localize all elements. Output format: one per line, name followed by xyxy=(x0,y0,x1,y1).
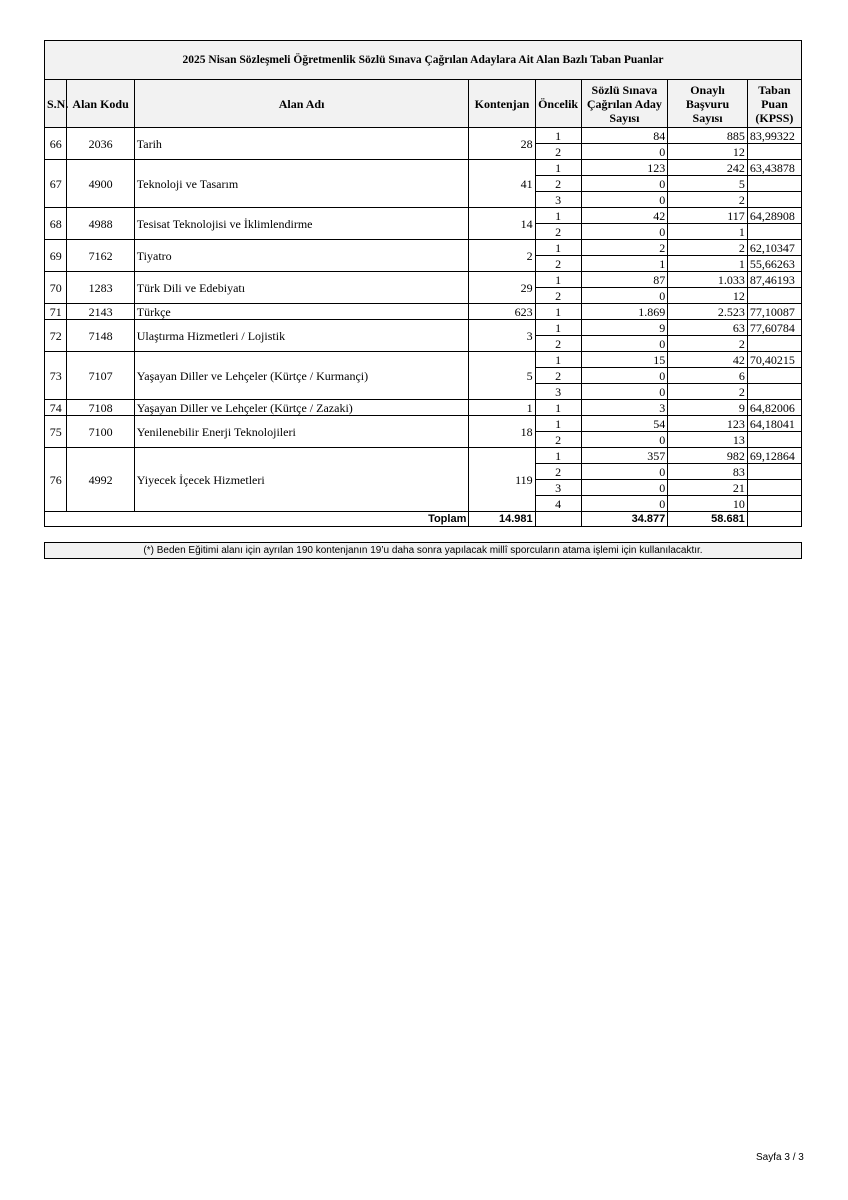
cell-sozlu-aday: 357 xyxy=(581,448,668,464)
cell-alan-kodu: 2143 xyxy=(67,304,134,320)
cell-oncelik: 1 xyxy=(535,416,581,432)
table-row xyxy=(45,400,802,416)
cell-alan-adi: Teknoloji ve Tasarım xyxy=(134,160,469,208)
taban-puanlar-table xyxy=(44,40,802,527)
cell-sozlu-aday: 87 xyxy=(581,272,668,288)
cell-sozlu-aday: 0 xyxy=(581,368,668,384)
cell-alan-kodu: 4992 xyxy=(67,448,134,512)
cell-onayli-basvuru: 10 xyxy=(668,496,748,512)
header-sn: S.N. xyxy=(45,80,67,128)
total-onayli: 58.681 xyxy=(668,512,748,527)
cell-taban-puan xyxy=(747,176,801,192)
table-row xyxy=(45,160,802,176)
cell-taban-puan xyxy=(747,464,801,480)
cell-alan-kodu: 7162 xyxy=(67,240,134,272)
cell-onayli-basvuru: 2 xyxy=(668,192,748,208)
cell-taban-puan: 87,46193 xyxy=(747,272,801,288)
table-title: 2025 Nisan Sözleşmeli Öğretmenlik Sözlü Sınava Çağrılan Adaylara Ait Alan Bazlı Taban Puanlar xyxy=(45,41,802,80)
total-row xyxy=(45,512,802,527)
cell-oncelik: 2 xyxy=(535,368,581,384)
cell-alan-adi: Yaşayan Diller ve Lehçeler (Kürtçe / Kurmançi) xyxy=(134,352,469,400)
cell-oncelik: 2 xyxy=(535,336,581,352)
cell-sozlu-aday: 0 xyxy=(581,192,668,208)
cell-onayli-basvuru: 117 xyxy=(668,208,748,224)
cell-onayli-basvuru: 2 xyxy=(668,240,748,256)
cell-onayli-basvuru: 982 xyxy=(668,448,748,464)
total-kontenjan: 14.981 xyxy=(469,512,535,527)
header-taban-line1: Taban xyxy=(758,82,791,97)
header-sozlu-sinava-cagrilan xyxy=(581,80,668,128)
cell-sozlu-aday: 0 xyxy=(581,384,668,400)
cell-oncelik: 2 xyxy=(535,224,581,240)
cell-sozlu-aday: 2 xyxy=(581,240,668,256)
table-row xyxy=(45,320,802,336)
cell-oncelik: 1 xyxy=(535,240,581,256)
header-sozlu-line2: Çağrılan Aday xyxy=(586,96,662,111)
cell-kontenjan: 623 xyxy=(469,304,535,320)
cell-taban-puan xyxy=(747,192,801,208)
cell-onayli-basvuru: 1.033 xyxy=(668,272,748,288)
cell-taban-puan: 77,60784 xyxy=(747,320,801,336)
header-taban-line2: Puan xyxy=(761,96,788,111)
cell-oncelik: 1 xyxy=(535,448,581,464)
cell-onayli-basvuru: 2.523 xyxy=(668,304,748,320)
total-oncelik xyxy=(535,512,581,527)
cell-sozlu-aday: 0 xyxy=(581,144,668,160)
cell-taban-puan: 83,99322 xyxy=(747,128,801,144)
cell-onayli-basvuru: 13 xyxy=(668,432,748,448)
cell-onayli-basvuru: 885 xyxy=(668,128,748,144)
cell-onayli-basvuru: 123 xyxy=(668,416,748,432)
cell-taban-puan xyxy=(747,480,801,496)
cell-alan-adi: Ulaştırma Hizmetleri / Lojistik xyxy=(134,320,469,352)
total-label: Toplam xyxy=(45,512,469,527)
cell-sn: 73 xyxy=(45,352,67,400)
table-row xyxy=(45,240,802,256)
cell-oncelik: 1 xyxy=(535,304,581,320)
cell-taban-puan: 77,10087 xyxy=(747,304,801,320)
cell-onayli-basvuru: 242 xyxy=(668,160,748,176)
cell-onayli-basvuru: 1 xyxy=(668,224,748,240)
table-row xyxy=(45,208,802,224)
cell-oncelik: 1 xyxy=(535,160,581,176)
header-onayli-line2: Başvuru Sayısı xyxy=(685,96,730,125)
cell-onayli-basvuru: 21 xyxy=(668,480,748,496)
cell-sozlu-aday: 42 xyxy=(581,208,668,224)
cell-sn: 75 xyxy=(45,416,67,448)
header-sozlu-line1: Sözlü Sınava xyxy=(591,82,658,97)
cell-alan-adi: Yenilenebilir Enerji Teknolojileri xyxy=(134,416,469,448)
cell-kontenjan: 14 xyxy=(469,208,535,240)
cell-kontenjan: 2 xyxy=(469,240,535,272)
cell-kontenjan: 41 xyxy=(469,160,535,208)
cell-sozlu-aday: 0 xyxy=(581,464,668,480)
table-row xyxy=(45,416,802,432)
cell-sn: 72 xyxy=(45,320,67,352)
cell-kontenjan: 29 xyxy=(469,272,535,304)
cell-oncelik: 2 xyxy=(535,256,581,272)
cell-onayli-basvuru: 42 xyxy=(668,352,748,368)
cell-alan-adi: Tesisat Teknolojisi ve İklimlendirme xyxy=(134,208,469,240)
cell-oncelik: 1 xyxy=(535,320,581,336)
cell-onayli-basvuru: 2 xyxy=(668,336,748,352)
cell-onayli-basvuru: 9 xyxy=(668,400,748,416)
cell-sozlu-aday: 54 xyxy=(581,416,668,432)
cell-sn: 70 xyxy=(45,272,67,304)
cell-oncelik: 3 xyxy=(535,192,581,208)
cell-sn: 66 xyxy=(45,128,67,160)
cell-alan-kodu: 7108 xyxy=(67,400,134,416)
cell-alan-adi: Yiyecek İçecek Hizmetleri xyxy=(134,448,469,512)
cell-taban-puan xyxy=(747,288,801,304)
cell-oncelik: 2 xyxy=(535,288,581,304)
cell-taban-puan xyxy=(747,224,801,240)
page-number: Sayfa 3 / 3 xyxy=(756,1152,804,1163)
cell-taban-puan xyxy=(747,432,801,448)
cell-onayli-basvuru: 5 xyxy=(668,176,748,192)
cell-taban-puan: 64,28908 xyxy=(747,208,801,224)
cell-sozlu-aday: 84 xyxy=(581,128,668,144)
cell-oncelik: 2 xyxy=(535,176,581,192)
header-alan-kodu: Alan Kodu xyxy=(67,80,134,128)
total-taban xyxy=(747,512,801,527)
cell-alan-kodu: 7107 xyxy=(67,352,134,400)
cell-onayli-basvuru: 83 xyxy=(668,464,748,480)
cell-sn: 71 xyxy=(45,304,67,320)
cell-taban-puan xyxy=(747,384,801,400)
cell-onayli-basvuru: 2 xyxy=(668,384,748,400)
cell-kontenjan: 1 xyxy=(469,400,535,416)
cell-oncelik: 3 xyxy=(535,480,581,496)
cell-onayli-basvuru: 12 xyxy=(668,288,748,304)
cell-alan-adi: Türk Dili ve Edebiyatı xyxy=(134,272,469,304)
cell-sozlu-aday: 1 xyxy=(581,256,668,272)
cell-alan-adi: Tiyatro xyxy=(134,240,469,272)
cell-oncelik: 1 xyxy=(535,400,581,416)
cell-taban-puan xyxy=(747,336,801,352)
cell-sozlu-aday: 9 xyxy=(581,320,668,336)
cell-alan-kodu: 7100 xyxy=(67,416,134,448)
cell-taban-puan: 64,18041 xyxy=(747,416,801,432)
cell-taban-puan: 70,40215 xyxy=(747,352,801,368)
cell-oncelik: 3 xyxy=(535,384,581,400)
cell-oncelik: 1 xyxy=(535,272,581,288)
cell-sn: 68 xyxy=(45,208,67,240)
cell-sozlu-aday: 1.869 xyxy=(581,304,668,320)
cell-taban-puan xyxy=(747,144,801,160)
cell-taban-puan: 69,12864 xyxy=(747,448,801,464)
cell-alan-adi: Tarih xyxy=(134,128,469,160)
cell-sozlu-aday: 0 xyxy=(581,224,668,240)
cell-alan-kodu: 7148 xyxy=(67,320,134,352)
cell-sn: 67 xyxy=(45,160,67,208)
table-row xyxy=(45,128,802,144)
total-sozlu: 34.877 xyxy=(581,512,668,527)
cell-sozlu-aday: 3 xyxy=(581,400,668,416)
cell-alan-kodu: 4988 xyxy=(67,208,134,240)
header-sozlu-line3: Sayısı xyxy=(609,110,640,125)
cell-onayli-basvuru: 6 xyxy=(668,368,748,384)
cell-sozlu-aday: 15 xyxy=(581,352,668,368)
cell-sozlu-aday: 0 xyxy=(581,176,668,192)
cell-oncelik: 2 xyxy=(535,432,581,448)
cell-oncelik: 2 xyxy=(535,144,581,160)
cell-sozlu-aday: 0 xyxy=(581,480,668,496)
cell-sozlu-aday: 0 xyxy=(581,496,668,512)
cell-taban-puan: 63,43878 xyxy=(747,160,801,176)
cell-onayli-basvuru: 1 xyxy=(668,256,748,272)
cell-alan-adi: Yaşayan Diller ve Lehçeler (Kürtçe / Zazaki) xyxy=(134,400,469,416)
cell-kontenjan: 119 xyxy=(469,448,535,512)
header-kontenjan: Kontenjan xyxy=(469,80,535,128)
cell-sn: 69 xyxy=(45,240,67,272)
cell-taban-puan xyxy=(747,368,801,384)
header-onayli-line1: Onaylı xyxy=(690,82,725,97)
table-row xyxy=(45,448,802,464)
cell-alan-kodu: 2036 xyxy=(67,128,134,160)
header-alan-adi: Alan Adı xyxy=(134,80,469,128)
cell-kontenjan: 18 xyxy=(469,416,535,448)
cell-taban-puan: 55,66263 xyxy=(747,256,801,272)
footnote: (*) Beden Eğitimi alanı için ayrılan 190 kontenjanın 19’u daha sonra yapılacak millî sporcuların atama işlemi için kullanılacaktır. xyxy=(44,542,802,559)
cell-alan-kodu: 4900 xyxy=(67,160,134,208)
cell-sn: 76 xyxy=(45,448,67,512)
cell-sozlu-aday: 0 xyxy=(581,336,668,352)
cell-oncelik: 4 xyxy=(535,496,581,512)
cell-taban-puan: 64,82006 xyxy=(747,400,801,416)
cell-oncelik: 1 xyxy=(535,352,581,368)
cell-kontenjan: 28 xyxy=(469,128,535,160)
cell-sozlu-aday: 0 xyxy=(581,288,668,304)
table-body xyxy=(45,128,802,512)
cell-sozlu-aday: 0 xyxy=(581,432,668,448)
cell-taban-puan xyxy=(747,496,801,512)
header-onayli-basvuru xyxy=(668,80,748,128)
table-row xyxy=(45,352,802,368)
cell-oncelik: 1 xyxy=(535,208,581,224)
table-row xyxy=(45,304,802,320)
cell-oncelik: 2 xyxy=(535,464,581,480)
cell-oncelik: 1 xyxy=(535,128,581,144)
cell-onayli-basvuru: 12 xyxy=(668,144,748,160)
cell-sn: 74 xyxy=(45,400,67,416)
cell-taban-puan: 62,10347 xyxy=(747,240,801,256)
cell-alan-adi: Türkçe xyxy=(134,304,469,320)
header-taban-line3: (KPSS) xyxy=(755,110,794,125)
cell-sozlu-aday: 123 xyxy=(581,160,668,176)
cell-kontenjan: 3 xyxy=(469,320,535,352)
header-oncelik: Öncelik xyxy=(535,80,581,128)
cell-alan-kodu: 1283 xyxy=(67,272,134,304)
table-row xyxy=(45,272,802,288)
cell-kontenjan: 5 xyxy=(469,352,535,400)
cell-onayli-basvuru: 63 xyxy=(668,320,748,336)
header-taban-puan xyxy=(747,80,801,128)
